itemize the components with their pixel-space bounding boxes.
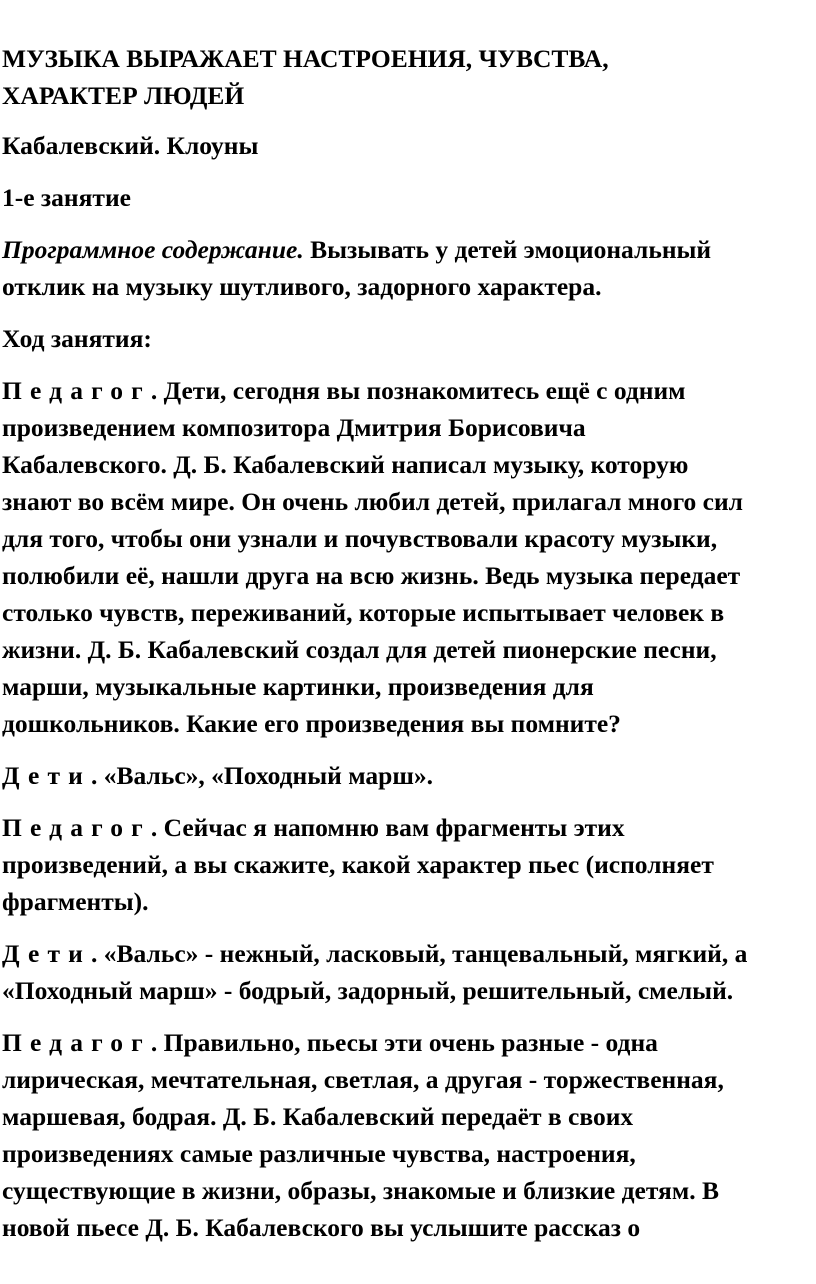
children-paragraph-1: [2, 757, 816, 794]
text-line: [2, 372, 816, 409]
speaker-teacher: Педагог: [2, 1028, 151, 1057]
speech-text: . Правильно, пьесы эти очень разные - одна: [150, 1028, 658, 1057]
text-line: [2, 935, 816, 972]
text-line: отклик на музыку шутливого, задорного характера.: [2, 272, 602, 301]
program-text: Вызывать у детей эмоциональный: [303, 235, 712, 264]
text-line: [2, 231, 816, 268]
subtitle: Кабалевский. Клоуны: [2, 131, 259, 160]
teacher-paragraph-3: [2, 1024, 816, 1246]
speech-text: . Дети, сегодня вы познакомитесь ещё с одним: [150, 376, 686, 405]
text-line: «Походный марш» - бодрый, задорный, решительный, смелый.: [2, 976, 734, 1005]
speaker-children: Дети: [2, 939, 92, 968]
speaker-teacher: Педагог: [2, 813, 151, 842]
text-line: для того, чтобы они узнали и почувствовали красоту музыки,: [2, 524, 718, 553]
text-line: марши, музыкальные картинки, произведения для: [2, 672, 594, 701]
teacher-paragraph-1: [2, 372, 816, 742]
course-heading: Ход занятия:: [2, 324, 152, 353]
program-label: Программное содержание.: [2, 235, 304, 264]
text-line: знают во всём мире. Он очень любил детей, прилагал много сил: [2, 487, 743, 516]
text-line: лирическая, мечтательная, светлая, а другая - торжественная,: [2, 1065, 724, 1094]
text-line: маршевая, бодрая. Д. Б. Кабалевский передаёт в своих: [2, 1102, 634, 1131]
text-line: произведением композитора Дмитрия Борисовича: [2, 413, 586, 442]
speaker-teacher: Педагог: [2, 376, 151, 405]
text-line: [2, 809, 816, 846]
children-paragraph-2: [2, 935, 816, 1009]
text-line: фрагменты).: [2, 887, 149, 916]
teacher-paragraph-2: [2, 809, 816, 920]
text-line: произведениях самые различные чувства, настроения,: [2, 1139, 636, 1168]
text-line: дошкольников. Какие его произведения вы помните?: [2, 709, 621, 738]
speech-text: . «Вальс», «Походный марш».: [91, 761, 433, 790]
text-line: полюбили её, нашли друга на всю жизнь. Ведь музыка передает: [2, 561, 741, 590]
program-paragraph: [2, 231, 816, 305]
text-line: [2, 1024, 816, 1061]
text-line: жизни. Д. Б. Кабалевский создал для детей пионерские песни,: [2, 635, 717, 664]
text-line: произведений, а вы скажите, какой характер пьес (исполняет: [2, 850, 714, 879]
text-line: новой пьесе Д. Б. Кабалевского вы услышите рассказ о: [2, 1213, 641, 1242]
title-line: МУЗЫКА ВЫРАЖАЕТ НАСТРОЕНИЯ, ЧУВСТВА,: [2, 44, 609, 73]
title-line: ХАРАКТЕР ЛЮДЕЙ: [2, 81, 245, 110]
text-line: существующие в жизни, образы, знакомые и близкие детям. В: [2, 1176, 719, 1205]
text-line: столько чувств, переживаний, которые испытывает человек в: [2, 598, 725, 627]
lesson-label: 1-е занятие: [2, 183, 131, 212]
speaker-children: Дети: [2, 761, 92, 790]
speech-text: . Сейчас я напомню вам фрагменты этих: [150, 813, 625, 842]
text-line: [2, 757, 816, 794]
speech-text: . «Вальс» - нежный, ласковый, танцевальный, мягкий, а: [91, 939, 748, 968]
text-line: Кабалевского. Д. Б. Кабалевский написал музыку, которую: [2, 450, 689, 479]
document-title: [2, 40, 816, 114]
